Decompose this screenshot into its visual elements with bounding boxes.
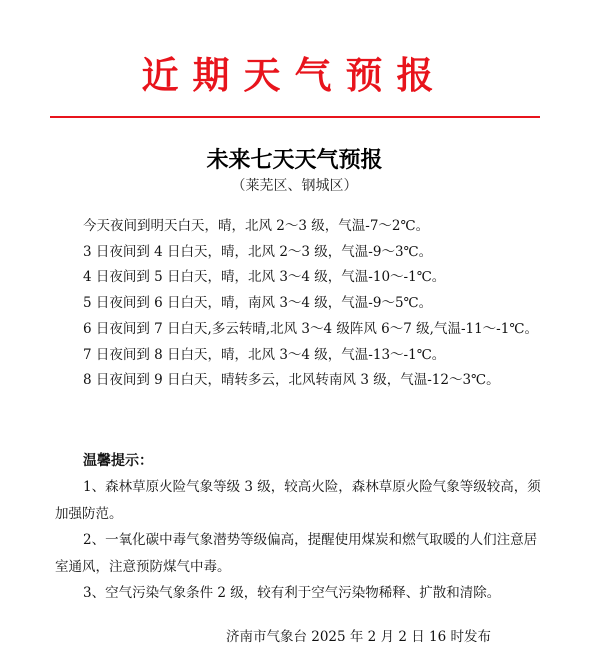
forecast-line-5: 6 日夜间到 7 日白天,多云转晴,北风 3～4 级阵风 6～7 级,气温-11～-1℃。: [83, 320, 538, 337]
tip-item-1: 1、森林草原火险气象等级 3 级，较高火险，森林草原火险气象等级较高，须加强防范。: [55, 479, 541, 522]
tips-list: [55, 474, 543, 607]
forecast-line-4: 5 日夜间到 6 日白天，晴，南风 3～4 级，气温-9～5℃。: [83, 295, 433, 312]
issuer-line: 济南市气象台 2025 年 2 月 2 日 16 时发布: [225, 629, 491, 645]
tip-item-3: 3、空气污染气象条件 2 级，较有利于空气污染物稀释、扩散和清除。: [83, 585, 501, 601]
tips-heading: 温馨提示：: [83, 453, 153, 469]
forecast-line-3: 4 日夜间到 5 日白天，晴，北风 3～4 级，气温-10～-1℃。: [83, 269, 446, 286]
forecast-list: [55, 214, 545, 394]
forecast-line-2: 3 日夜间到 4 日白天，晴，北风 2～3 级，气温-9～3℃。: [83, 243, 433, 260]
document-title: 近期天气预报: [141, 53, 448, 97]
section-title: 未来七天天气预报: [206, 147, 383, 173]
forecast-line-7: 8 日夜间到 9 日白天，晴转多云，北风转南风 3 级，气温-12～3℃。: [83, 372, 500, 389]
tip-item-2: 2、一氧化碳中毒气象潜势等级偏高，提醒使用煤炭和燃气取暖的人们注意居室通风，注意预防煤气中毒。: [55, 532, 538, 575]
area-note: （莱芜区、钢城区）: [231, 178, 358, 194]
title-divider: [50, 116, 540, 118]
forecast-line-1: 今天夜间到明天白天，晴，北风 2～3 级，气温-7～2℃。: [83, 218, 430, 234]
forecast-line-6: 7 日夜间到 8 日白天，晴，北风 3～4 级，气温-13～-1℃。: [83, 346, 446, 363]
